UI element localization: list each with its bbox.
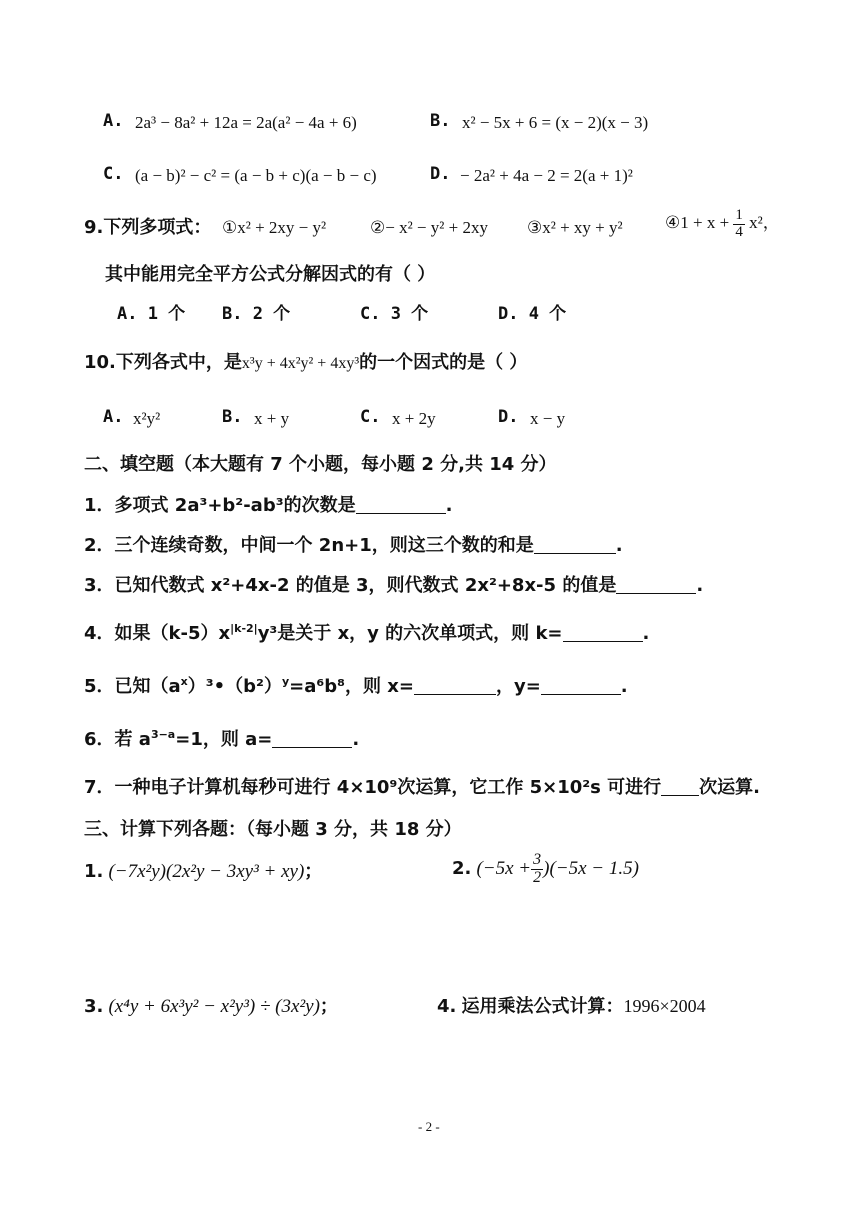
fill-question-5 (84, 675, 628, 697)
q9-item-1: ①x² + 2xy − y² (222, 218, 327, 237)
q10-option-a: x²y² (133, 409, 161, 428)
calc-problem-1-separator: ； (304, 861, 323, 882)
q9-option-b: B. 2 个 (222, 304, 291, 324)
calc-problem-2-post: )(−5x − 1.5) (543, 857, 639, 879)
q8-option-b-expression: x² − 5x + 6 = (x − 2)(x − 3) (462, 113, 649, 132)
fill-question-5-mid-2: =a⁶b⁸，则 x= (289, 676, 414, 697)
q10-option-d-letter: D. (498, 407, 519, 427)
answer-blank[interactable] (616, 577, 696, 594)
fill-question-1-text: 1．多项式 2a³+b²-ab³的次数是 (84, 495, 356, 516)
calc-problem-4-text: 运用乘法公式计算： (461, 996, 624, 1017)
q9-item-3: ③x² + xy + y² (527, 218, 623, 237)
fill-question-2 (84, 537, 623, 555)
calc-problem-2 (452, 852, 639, 887)
q10-option-b-letter: B. (222, 407, 243, 427)
fill-question-4-end: . (642, 623, 650, 644)
q9-line-2: 其中能用完全平方公式分解因式的有（ ） (105, 264, 436, 285)
calc-problem-1-expression: (−7x²y)(2x²y − 3xy³ + xy) (108, 861, 305, 882)
fill-question-4-mid: y³是关于 x，y 的六次单项式，则 k= (257, 623, 563, 644)
q9-item-4-fraction (733, 208, 745, 241)
answer-blank-y[interactable] (541, 678, 621, 695)
fill-question-7-end: 次运算. (699, 777, 760, 798)
answer-blank[interactable] (272, 731, 352, 748)
calc-problem-4-number: 4. (437, 996, 457, 1017)
q10-option-b: x + y (254, 409, 290, 428)
fraction-denominator: 4 (735, 223, 743, 240)
fill-question-5-y-exponent: y (281, 675, 290, 688)
q9-item-2: ②− x² − y² + 2xy (370, 218, 488, 237)
answer-blank[interactable] (534, 537, 616, 554)
q10-option-a-letter: A. (103, 407, 124, 427)
q9-item-4-prefix: ④1 + x + (665, 213, 730, 233)
fill-question-5-pre: 5．已知（a (84, 676, 181, 697)
calc-problem-2-number: 2. (452, 857, 472, 879)
answer-blank[interactable] (563, 625, 643, 642)
page-number: - 2 - (418, 1119, 440, 1134)
fraction-numerator: 3 (533, 851, 542, 868)
q9-option-c: C. 3 个 (360, 304, 429, 324)
fill-question-6-pre: 6．若 a (84, 729, 151, 750)
q8-option-c-letter: C. (103, 164, 124, 184)
fill-question-2-text: 2．三个连续奇数，中间一个 2n+1，则这三个数的和是 (84, 535, 534, 556)
q10-stem-post: 的一个因式的是（ ） (359, 352, 528, 373)
answer-blank-x[interactable] (414, 678, 496, 695)
q9-option-d: D. 4 个 (498, 304, 567, 324)
fill-question-7 (84, 779, 760, 797)
calc-problem-4-expression: 1996×2004 (623, 996, 706, 1016)
q8-option-a-letter: A. (103, 111, 124, 131)
fill-question-3 (84, 577, 703, 595)
q8-option-d-expression: − 2a² + 4a − 2 = 2(a + 1)² (460, 166, 633, 185)
q8-option-d-letter: D. (430, 164, 451, 184)
answer-blank[interactable] (356, 497, 446, 514)
fill-question-4 (84, 622, 650, 644)
fill-question-4-pre: 4．如果（k-5）x (84, 623, 231, 644)
fill-question-6-mid: =1，则 a= (175, 729, 273, 750)
q10-expression: x³y + 4x²y² + 4xy³ (241, 355, 360, 372)
fill-question-7-pre: 7．一种电子计算机每秒可进行 4×10⁹次运算，它工作 5×10²s 可进行 (84, 777, 662, 798)
fill-question-6-end: . (352, 729, 360, 750)
calc-problem-3-expression: (x⁴y + 6x³y² − x²y³) ÷ (3x²y) (108, 996, 320, 1017)
answer-blank[interactable] (661, 779, 699, 796)
calc-problem-4 (437, 997, 706, 1016)
q10-option-d: x − y (530, 409, 566, 428)
fill-question-3-text: 3．已知代数式 x²+4x-2 的值是 3，则代数式 2x²+8x-5 的值是 (84, 575, 617, 596)
q10-option-c: x + 2y (392, 409, 436, 428)
calc-problem-3-separator: ； (319, 996, 338, 1017)
calc-problem-2-fraction (531, 852, 543, 887)
q9-option-a: A. 1 个 (117, 304, 186, 324)
fill-question-4-exponent: |k-2| (230, 622, 258, 635)
q9-item-4 (665, 208, 780, 241)
q10-option-c-letter: C. (360, 407, 381, 427)
q8-option-c-expression: (a − b)² − c² = (a − b + c)(a − b − c) (135, 166, 377, 185)
fill-question-2-end: . (615, 535, 623, 556)
fill-question-3-end: . (696, 575, 704, 596)
fill-question-1 (84, 497, 452, 515)
calc-problem-3 (84, 997, 338, 1016)
q8-option-b-letter: B. (430, 111, 451, 131)
section-2-title: 二、填空题（本大题有 7 个小题，每小题 2 分,共 14 分） (84, 454, 557, 475)
fill-question-1-end: . (445, 495, 453, 516)
q8-option-a-expression: 2a³ − 8a² + 12a = 2a(a² − 4a + 6) (135, 113, 357, 132)
fill-question-5-mid-3: ，y= (495, 676, 541, 697)
q9-item-4-suffix: x²， (749, 213, 780, 233)
fraction-denominator: 2 (533, 868, 542, 886)
fill-question-5-end: . (620, 676, 628, 697)
section-3-title: 三、计算下列各题：（每小题 3 分，共 18 分） (84, 819, 462, 840)
calc-problem-2-pre: (−5x + (476, 857, 532, 879)
fill-question-6-exponent: 3−a (150, 728, 176, 741)
q10-stem-pre: 10.下列各式中，是 (84, 352, 242, 373)
q9-stem: 9.下列多项式： (84, 217, 212, 238)
calc-problem-1-number: 1. (84, 861, 104, 882)
fill-question-5-mid-1: ）³•（b²） (187, 676, 282, 697)
fill-question-6 (84, 728, 360, 750)
fill-question-5-a-exponent: x (180, 675, 188, 688)
q10-stem (84, 354, 527, 372)
calc-problem-1 (84, 862, 322, 881)
calc-problem-3-number: 3. (84, 996, 104, 1017)
fraction-numerator: 1 (735, 207, 743, 223)
